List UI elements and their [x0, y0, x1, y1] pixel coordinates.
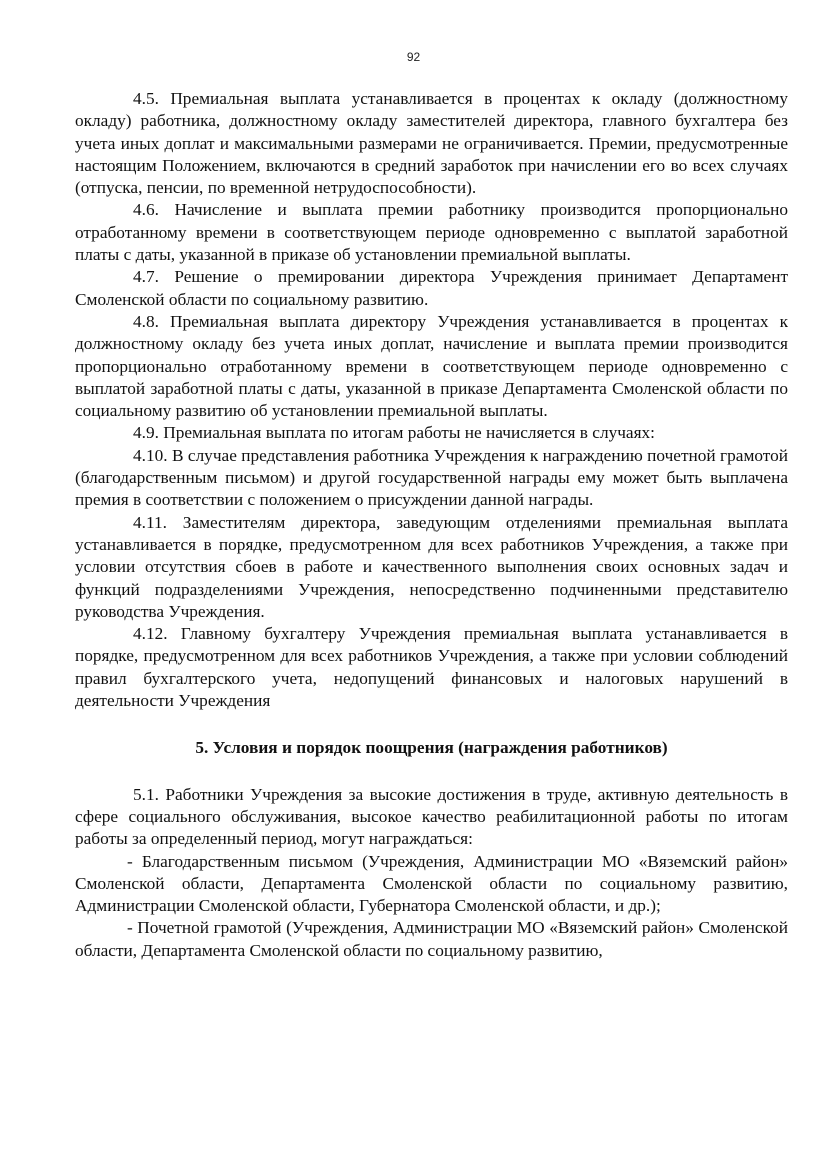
- list-item: - Благодарственным письмом (Учреждения, Администрации МО «Вяземский район» Смоленской области, Департамента Смоленской области по социальному развитию, Администрации Смоленской области, Губернатора Смоленской области, и др.);: [75, 851, 788, 916]
- paragraph-4-10: 4.10. В случае представления работника Учреждения к награждению почетной грамотой (благодарственным письмом) и другой государственной награды ему может быть выплачена премия в соответствии с положением о присуждении данной награды.: [75, 445, 788, 510]
- paragraph-4-12: 4.12. Главному бухгалтеру Учреждения премиальная выплата устанавливается в порядке, предусмотренном для всех работников Учреждения, а также при условии соблюдений правил бухгалтерского учета, недопущений финансовых и налоговых нарушений в деятельности Учреждения: [75, 624, 788, 711]
- document-body: [75, 88, 788, 962]
- paragraph-4-9: 4.9. Премиальная выплата по итогам работы не начисляется в случаях:: [133, 423, 655, 443]
- paragraph-4-5: 4.5. Премиальная выплата устанавливается в процентах к окладу (должностному окладу) работника, должностному окладу заместителей директора, главного бухгалтера без учета иных доплат и максимальными размерами не ограничивается. Премии, предусмотренные настоящим Положением, включаются в средний заработок при начислении его во всех случаях (отпуска, пенсии, по временной нетрудоспособности).: [75, 89, 788, 198]
- paragraph-4-8: 4.8. Премиальная выплата директору Учреждения устанавливается в процентах к должностному окладу без учета иных доплат, начисление и выплата премии производится пропорционально отработанному времени в соответствующем периоде одновременно с выплатой заработной платы с даты, указанной в приказе Департамента Смоленской области по социальному развитию об установлении премиальной выплаты.: [75, 311, 788, 421]
- section-title: 5. Условия и порядок поощрения (награждения работников): [195, 738, 668, 758]
- page-number: 92: [406, 50, 421, 64]
- paragraph-4-7: 4.7. Решение о премировании директора Учреждения принимает Департамент Смоленской области по социальному развитию.: [75, 267, 788, 309]
- paragraph-4-6: 4.6. Начисление и выплата премии работнику производится пропорционально отработанному времени в соответствующем периоде одновременно с выплатой заработной платы с даты, указанной в приказе об установлении премиальной выплаты.: [75, 200, 788, 265]
- list-item: - Почетной грамотой (Учреждения, Администрации МО «Вяземский район» Смоленской области, Департамента Смоленской области по социальному развитию,: [75, 918, 788, 960]
- paragraph-4-11: 4.11. Заместителям директора, заведующим отделениями премиальная выплата устанавливается в порядке, предусмотренном для всех работников Учреждения, а также при условии отсутствия сбоев в работе и качественного выполнения своих основных задач и функций подразделениями Учреждения, непосредственно подчиненными представителю руководства Учреждения.: [75, 512, 788, 621]
- paragraph-5-1: 5.1. Работники Учреждения за высокие достижения в труде, активную деятельность в сфере социального обслуживания, высокое качество реабилитационной работы по итогам работы за определенный период, могут награждаться:: [75, 784, 788, 849]
